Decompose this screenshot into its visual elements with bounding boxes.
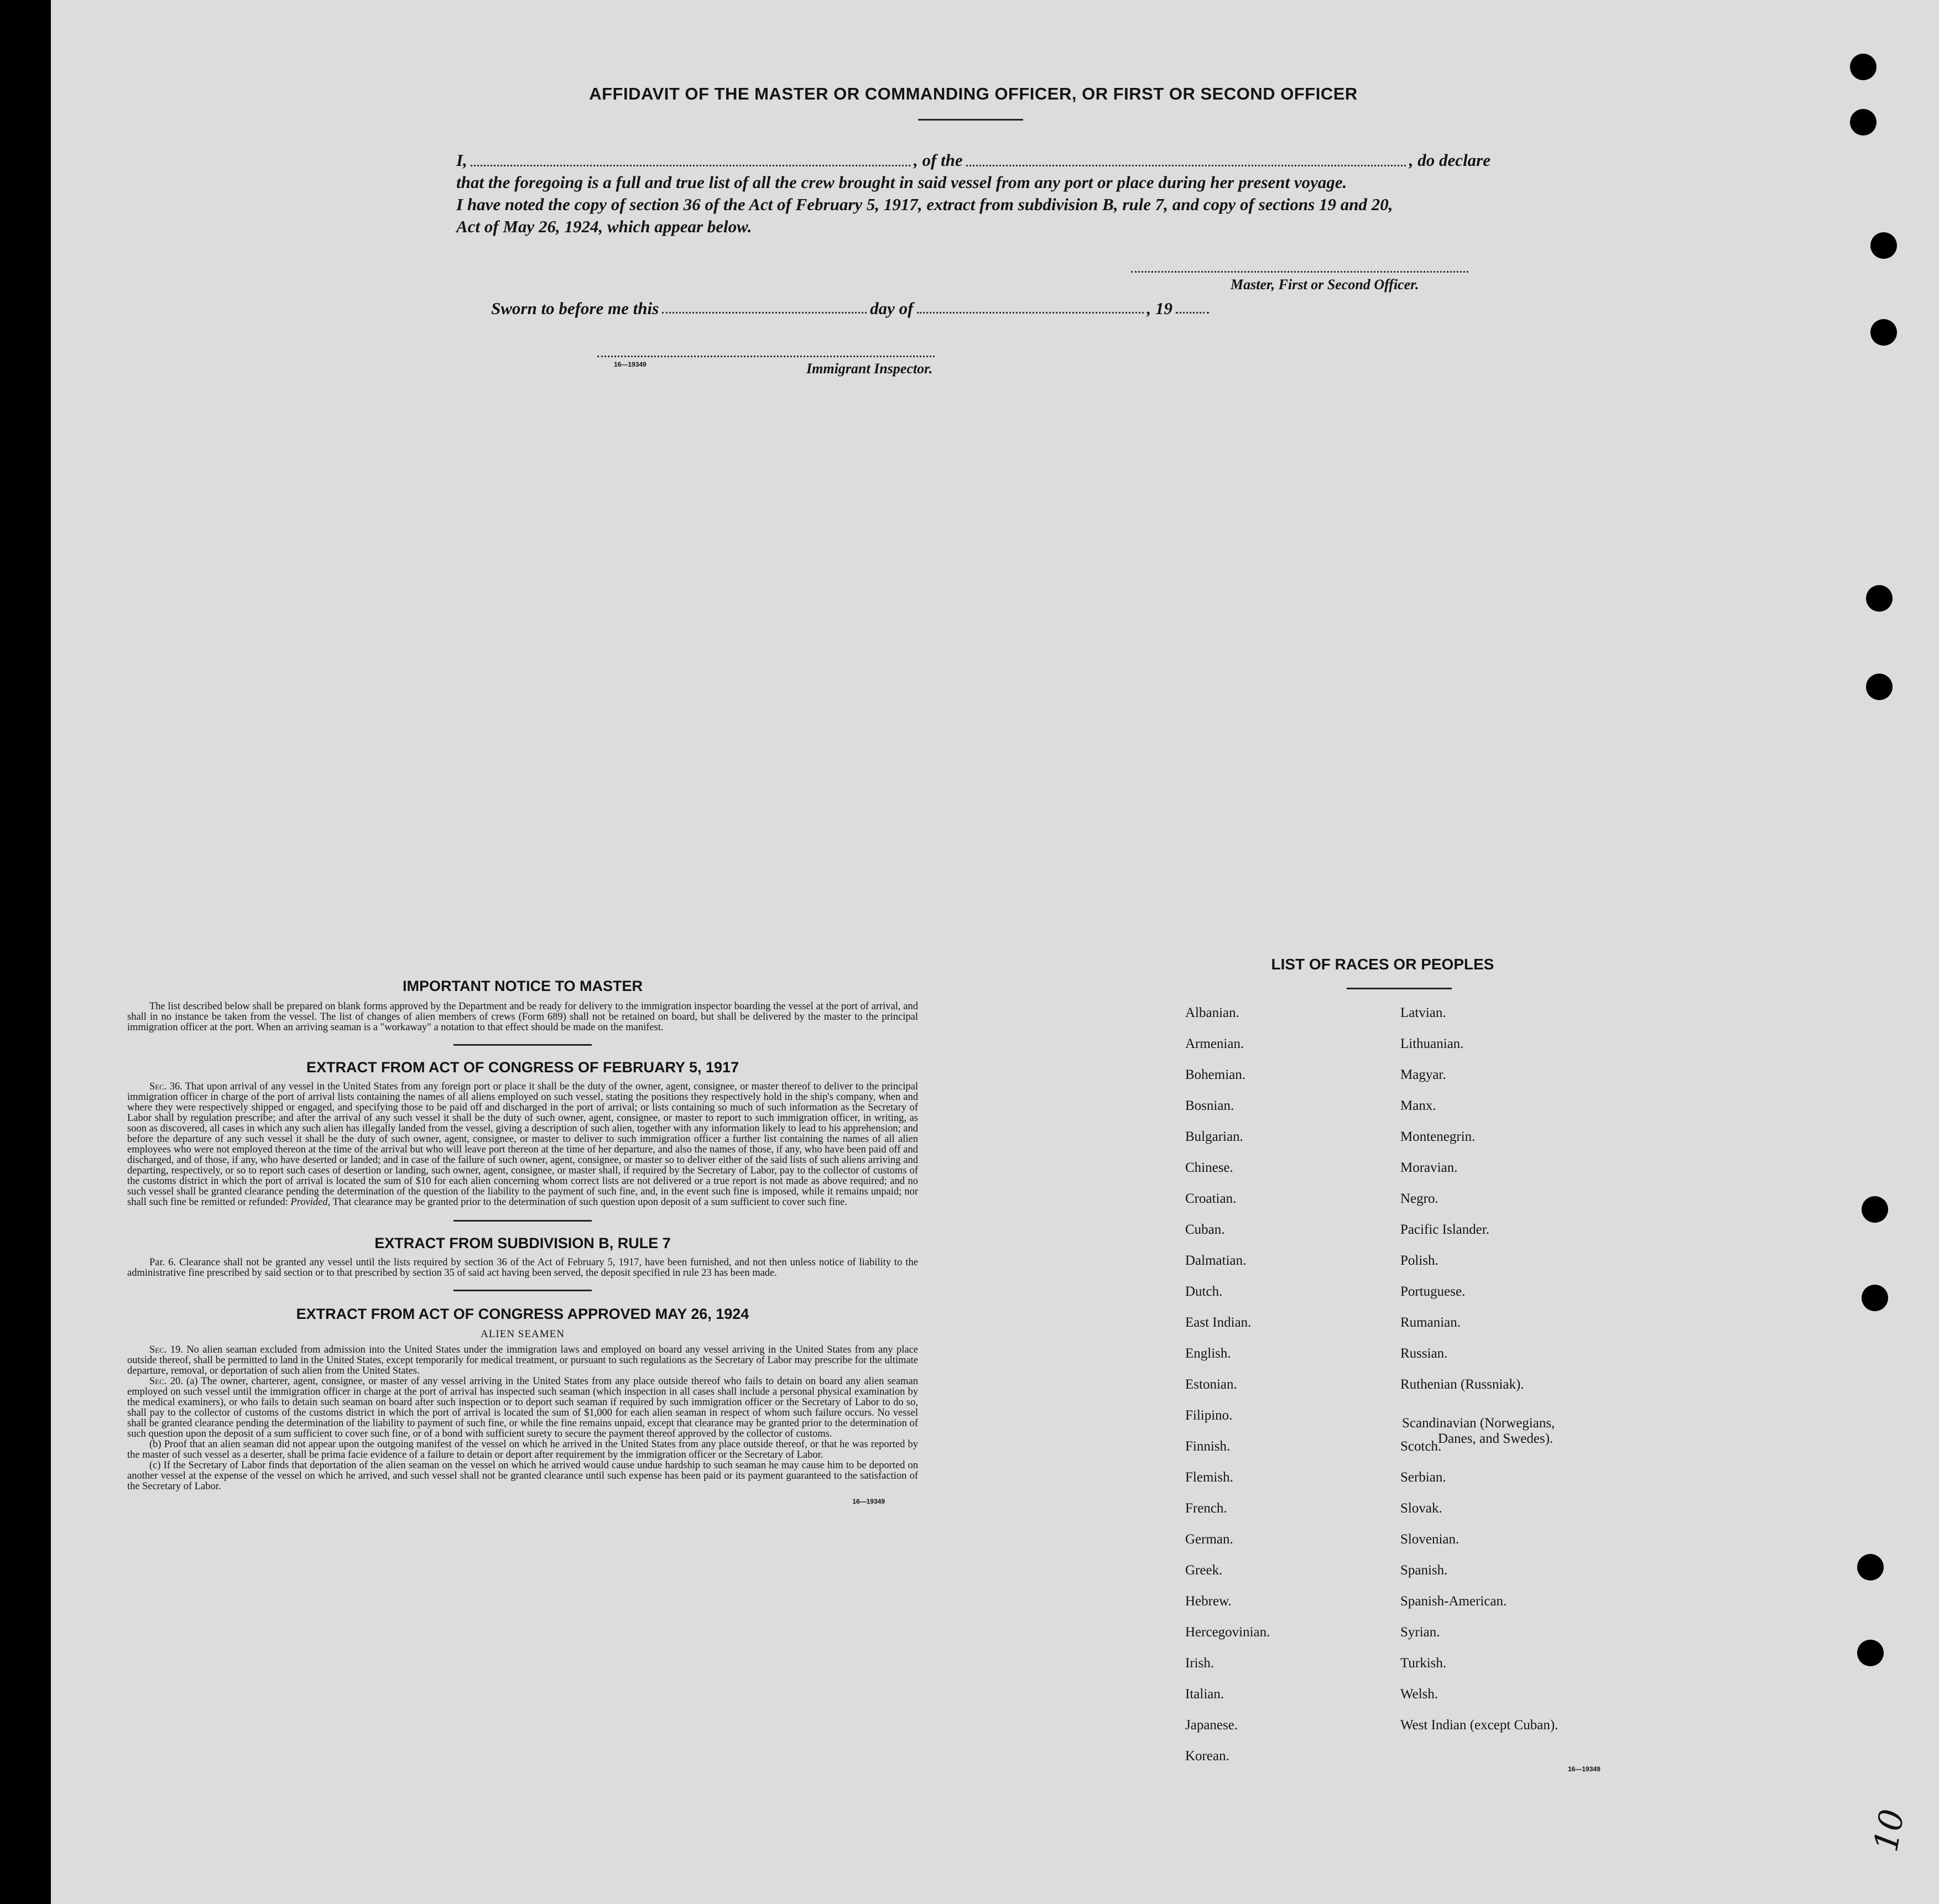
section-divider	[454, 1290, 592, 1291]
notice-column	[127, 978, 918, 1505]
race-item: Dutch.	[1185, 1284, 1223, 1299]
affidavit-line-2: that the foregoing is a full and true list of all the crew brought in said vessel from any port or place during her present voyage.	[456, 173, 1347, 192]
day-of-label: day of	[870, 299, 914, 318]
sec-36-text: That upon arrival of any vessel in the United States from any foreign port or place it shall be the duty of the owner, agent, consignee, or master thereof to deliver to the principal immigration officer in charge of the port of arrival lists containing the names of all aliens employed on such vessel, stating the positions they respectively hold in the ship's company, when and where they were respectively shipped or engaged, and specifying those to be paid off and discharged in the port of arrival; or lists containing so much of such information as the Secretary of Labor shall by regulation prescribe; and after the arrival of any such vessel it shall be the duty of such owner, agent, consignee, or master to report to such immigration officer, in writing, as soon as discovered, all cases in which any such alien has illegally landed from the vessel, giving a description of such alien, together with any information likely to lead to his apprehension; and before the departure of any such vessel it shall be the duty of such owner, agent, consignee, or master to deliver to such immigration officer a further list containing the names of all alien employees who were not employed thereon at the time of the arrival but who will leave port thereon at the time of her departure, and also the names of those, if any, who have been paid off and discharged, and of those, if any, who have deserted or landed; and in case of the failure of such owner, agent, consignee, or master so to deliver either of the said lists of such aliens arriving and departing, respectively, or so to report such cases of desertion or landing, such owner, agent, consignee, or master shall, if required by the Secretary of Labor, pay to the collector of customs of the customs district in which the port of arrival is located the sum of $10 for each alien concerning whom correct lists are not delivered or a true report is not made as above required; and no such vessel shall be granted clearance pending the determination of the question of the liability to the payment of such fine, and, in the event such fine is imposed, while it remains unpaid; nor shall such fine be remitted or refunded:	[127, 1081, 918, 1208]
punch-hole	[1870, 232, 1897, 259]
race-item: Danes, and Swedes).	[1438, 1431, 1554, 1446]
race-item: French.	[1185, 1501, 1227, 1516]
race-item: Slovenian.	[1400, 1532, 1460, 1547]
section-divider	[454, 1220, 592, 1222]
punch-hole	[1857, 1554, 1884, 1580]
race-item: Italian.	[1185, 1687, 1224, 1702]
title-underline	[918, 119, 1023, 121]
race-item: Scotch.	[1400, 1439, 1442, 1454]
sec-19-text: No alien seaman excluded from admission into the United States under the immigration laws and employed on board any vessel arriving in the United States from any place outside thereof, shall be permitted to land in the United States, except temporarily for medical treatment, or pursuant to such regulations as the Secretary of Labor may prescribe for the ultimate departure, removal, or deportation of such alien from the United States.	[127, 1344, 918, 1376]
form-number: 16—19349	[852, 1498, 885, 1505]
race-item: Bohemian.	[1185, 1067, 1246, 1082]
race-item: Manx.	[1400, 1098, 1436, 1113]
sec-20-label: Sec. 20.	[149, 1376, 183, 1387]
sworn-year-field[interactable]	[1176, 312, 1209, 314]
master-signature-field[interactable]	[1131, 271, 1468, 273]
race-item: Bosnian.	[1185, 1098, 1234, 1113]
inspector-signature-field[interactable]	[597, 356, 935, 357]
race-item: Croatian.	[1185, 1191, 1237, 1206]
sec-20b-body: (b) Proof that an alien seaman did not appear upon the outgoing manifest of the vessel on which he arrived in the United States from any place outside thereof, or that he was reported by the master of such vessel as a deserter, shall be prima facie evidence of a failure to detain or deport after requirement by the immigration officer or the Secretary of Labor.	[127, 1439, 918, 1460]
sec-19-body	[127, 1345, 918, 1376]
race-item: German.	[1185, 1532, 1233, 1547]
race-item: Montenegrin.	[1400, 1129, 1476, 1144]
punch-hole	[1866, 674, 1893, 700]
document-page	[51, 0, 1939, 1904]
year-label: , 19	[1146, 299, 1172, 318]
race-item: Magyar.	[1400, 1067, 1446, 1082]
scan-edge	[0, 0, 51, 1904]
punch-hole	[1862, 1285, 1888, 1311]
affidavit-i: I,	[456, 150, 467, 170]
punch-hole	[1857, 1640, 1884, 1666]
race-item: Serbian.	[1400, 1470, 1446, 1485]
race-item: Dalmatian.	[1185, 1253, 1247, 1268]
race-item: Estonian.	[1185, 1377, 1237, 1392]
affidavit-of-the: , of the	[913, 150, 963, 170]
race-item: Lithuanian.	[1400, 1036, 1464, 1051]
race-item: Portuguese.	[1400, 1284, 1466, 1299]
race-item: Hebrew.	[1185, 1594, 1232, 1609]
race-item: Spanish-American.	[1400, 1594, 1507, 1609]
race-item: Chinese.	[1185, 1160, 1233, 1175]
rule-7-title: EXTRACT FROM SUBDIVISION B, RULE 7	[374, 1235, 671, 1251]
race-item: Flemish.	[1185, 1470, 1233, 1485]
vessel-field[interactable]	[966, 165, 1406, 166]
race-item: English.	[1185, 1346, 1231, 1361]
race-item: Moravian.	[1400, 1160, 1458, 1175]
race-item: Finnish.	[1185, 1439, 1231, 1454]
race-item: Spanish.	[1400, 1563, 1448, 1578]
affidavit-line-1	[456, 149, 1490, 171]
name-field[interactable]	[471, 165, 910, 166]
race-item: Irish.	[1185, 1656, 1215, 1671]
race-item: Polish.	[1400, 1253, 1438, 1268]
race-item: Negro.	[1400, 1191, 1438, 1206]
sec-36-tail: That clearance may be granted prior to the determination of such question upon deposit of a sum sufficient to cover such fine.	[332, 1197, 847, 1208]
inspector-label: Immigrant Inspector.	[806, 361, 933, 377]
sec-20c-body: (c) If the Secretary of Labor finds that deportation of the alien seaman on the vessel on which he arrived would cause undue hardship to such seaman he may cause him to be deported on another vessel at the expense of the vessel on which he arrived, and such vessel shall not be granted clearance until such expense has been paid or its payment guaranteed to the satisfaction of the Secretary of Labor.	[127, 1460, 918, 1492]
race-item: Korean.	[1185, 1749, 1229, 1764]
sec-36-label: Sec. 36.	[149, 1081, 183, 1092]
race-item: Welsh.	[1400, 1687, 1438, 1702]
races-title-underline	[1347, 988, 1452, 989]
provided-text: Provided,	[290, 1197, 331, 1208]
race-item: Bulgarian.	[1185, 1129, 1243, 1144]
race-item: Albanian.	[1185, 1005, 1239, 1020]
race-item: Turkish.	[1400, 1656, 1447, 1671]
race-item: Rumanian.	[1400, 1315, 1461, 1330]
alien-seamen-subtitle: ALIEN SEAMEN	[481, 1328, 565, 1340]
race-item: Greek.	[1185, 1563, 1223, 1578]
sec-19-label: Sec. 19.	[149, 1344, 183, 1355]
section-divider	[454, 1044, 592, 1046]
extract-1917-body	[127, 1082, 918, 1208]
extract-1917-title: EXTRACT FROM ACT OF CONGRESS OF FEBRUARY 5, 1917	[306, 1059, 739, 1076]
master-signature-label: Master, First or Second Officer.	[1231, 277, 1419, 293]
race-item: Slovak.	[1400, 1501, 1442, 1516]
punch-hole	[1850, 54, 1877, 80]
notice-title: IMPORTANT NOTICE TO MASTER	[403, 978, 643, 994]
race-item: Scandinavian (Norwegians,	[1402, 1416, 1555, 1431]
sec-20a-text: (a) The owner, charterer, agent, consignee, or master of any vessel arriving in the United States from any place outside thereof who fails to detain on board any alien seaman employed on such vessel until the immigration officer in charge at the port of arrival has inspected such seaman (which inspection in all cases shall include a personal physical examination by the medical examiners), or who fails to detain such seaman on board after such inspection or to deport such seaman if required by such immigration officer or the Secretary of Labor to do so, shall pay to the collector of customs of the customs district in which the port of arrival is located the sum of $1,000 for each alien seaman in respect of whom such failure occurs. No vessel shall be granted clearance pending the determination of the liability to payment of such fine, or while the fine remains unpaid, except that clearance may be granted prior to the determination of such question upon the deposit of a sum sufficient to cover such fine, or of a bond with sufficient surety to secure the payment thereof approved by the collector of customs.	[127, 1376, 919, 1439]
race-item: Hercegovinian.	[1185, 1625, 1270, 1640]
race-item: Ruthenian (Russniak).	[1400, 1377, 1524, 1392]
punch-hole	[1866, 585, 1893, 612]
races-title: LIST OF RACES OR PEOPLES	[1271, 956, 1494, 973]
handwritten-page-number: 10	[1867, 1806, 1912, 1855]
affidavit-line-4: Act of May 26, 1924, which appear below.	[456, 217, 752, 236]
affidavit-body	[456, 149, 1490, 238]
extract-1924-title: EXTRACT FROM ACT OF CONGRESS APPROVED MAY 26, 1924	[296, 1306, 749, 1322]
affidavit-line-3: I have noted the copy of section 36 of the Act of February 5, 1917, extract from subdivision B, rule 7, and copy of sections 19 and 20,	[456, 195, 1393, 214]
form-number: 16—19349	[1568, 1765, 1601, 1773]
race-item: Pacific Islander.	[1400, 1222, 1490, 1237]
punch-hole	[1862, 1196, 1888, 1223]
race-item: Armenian.	[1185, 1036, 1244, 1051]
race-item: Latvian.	[1400, 1005, 1446, 1020]
rule-7-body: Par. 6. Clearance shall not be granted any vessel until the lists required by section 36 of the Act of February 5, 1917, have been furnished, and not then unless notice of liability to the administrative fine prescribed by said section or to that prescribed by section 35 of said act having been served, the deposit specified in rule 23 has been made.	[127, 1257, 918, 1279]
race-item: West Indian (except Cuban).	[1400, 1718, 1559, 1733]
race-item: Cuban.	[1185, 1222, 1225, 1237]
sworn-label: Sworn to before me this	[491, 299, 659, 318]
sworn-day-field[interactable]	[662, 312, 867, 314]
race-item: Russian.	[1400, 1346, 1448, 1361]
race-item: Japanese.	[1185, 1718, 1238, 1733]
form-number: 16—19349	[614, 361, 647, 368]
punch-hole	[1870, 319, 1897, 346]
notice-body: The list described below shall be prepared on blank forms approved by the Department and be ready for delivery to the immigration inspector boarding the vessel at the port of arrival, and shall in no instance be taken from the vessel. The list of changes of alien members of crews (Form 689) shall not be retained on board, but shall be delivered by the master to the principal immigration officer at the port. When an arriving seaman is a "workaway" a notation to that effect should be made on the manifest.	[127, 1001, 918, 1033]
sec-20a-body	[127, 1376, 918, 1439]
affidavit-title: AFFIDAVIT OF THE MASTER OR COMMANDING OFFICER, OR FIRST OR SECOND OFFICER	[589, 84, 1358, 103]
sworn-month-field[interactable]	[917, 312, 1144, 314]
affidavit-do-declare: , do declare	[1409, 150, 1491, 170]
race-item: East Indian.	[1185, 1315, 1252, 1330]
race-item: Filipino.	[1185, 1408, 1233, 1423]
sworn-line	[491, 299, 1212, 319]
race-item: Syrian.	[1400, 1625, 1440, 1640]
punch-hole	[1850, 109, 1877, 135]
